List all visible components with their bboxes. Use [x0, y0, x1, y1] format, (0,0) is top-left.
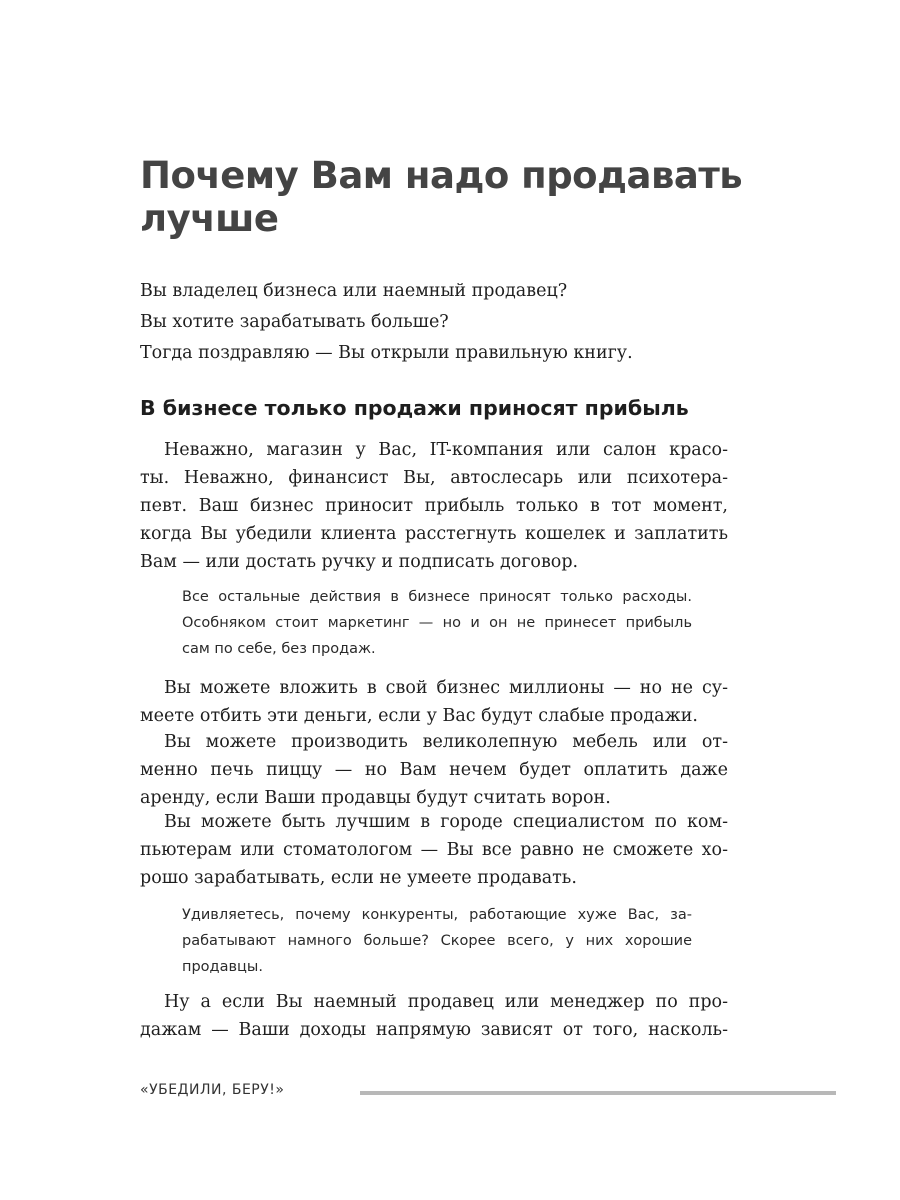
intro-block	[140, 276, 780, 369]
intro-line: Вы владелец бизнеса или наемный продавец?	[140, 281, 568, 301]
text-line: меете отбить эти деньги, если у Вас будут слабые продажи.	[140, 706, 698, 726]
text-line: Вам — или достать ручку и подписать договор.	[140, 552, 579, 572]
note-line: Все остальные действия в бизнесе приносят только расходы.	[182, 589, 692, 605]
chapter-title	[140, 154, 780, 240]
running-footer-title: «УБЕДИЛИ, БЕРУ!»	[140, 1082, 285, 1098]
section-title: В бизнесе только продажи приносят прибыль	[140, 396, 689, 420]
text-line: певт. Ваш бизнес приносит прибыль только в тот момент,	[140, 496, 728, 516]
note-line: Удивляетесь, почему конкуренты, работающие хуже Вас, за-	[182, 907, 692, 923]
footer-rule	[360, 1091, 836, 1095]
text-line: ты. Неважно, финансист Вы, автослесарь или психотера-	[140, 468, 728, 488]
body-paragraph	[140, 988, 728, 1044]
chapter-title-line: лучше	[140, 197, 279, 240]
body-paragraph	[140, 808, 728, 892]
note-line: сам по себе, без продаж.	[182, 641, 376, 657]
body-paragraph	[140, 728, 728, 812]
body-paragraph	[140, 674, 728, 730]
text-line: Вы можете вложить в свой бизнес миллионы — но не су-	[164, 678, 728, 698]
chapter-title-line: Почему Вам надо продавать	[140, 154, 743, 197]
text-line: Неважно, магазин у Вас, IT-компания или салон красо-	[164, 440, 728, 460]
note-line: продавцы.	[182, 959, 263, 975]
text-line: Вы можете производить великолепную мебель или от-	[164, 732, 728, 752]
body-paragraph	[140, 436, 728, 576]
text-line: дажам — Ваши доходы напрямую зависят от того, насколь-	[140, 1020, 728, 1040]
text-line: аренду, если Ваши продавцы будут считать ворон.	[140, 788, 611, 808]
text-line: менно печь пиццу — но Вам нечем будет оплатить даже	[140, 760, 728, 780]
note-line: Особняком стоит маркетинг — но и он не принесет прибыль	[182, 615, 692, 631]
text-line: Вы можете быть лучшим в городе специалистом по ком-	[164, 812, 728, 832]
text-line: пьютерам или стоматологом — Вы все равно не сможете хо-	[140, 840, 728, 860]
intro-line: Тогда поздравляю — Вы открыли правильную книгу.	[140, 343, 633, 363]
text-line: когда Вы убедили клиента расстегнуть кошелек и заплатить	[140, 524, 728, 544]
note-block	[182, 902, 692, 980]
note-block	[182, 584, 692, 662]
text-line: рошо зарабатывать, если не умеете продавать.	[140, 868, 577, 888]
text-line: Ну а если Вы наемный продавец или менеджер по про-	[164, 992, 728, 1012]
note-line: рабатывают намного больше? Скорее всего, у них хорошие	[182, 933, 692, 949]
intro-line: Вы хотите зарабатывать больше?	[140, 312, 449, 332]
